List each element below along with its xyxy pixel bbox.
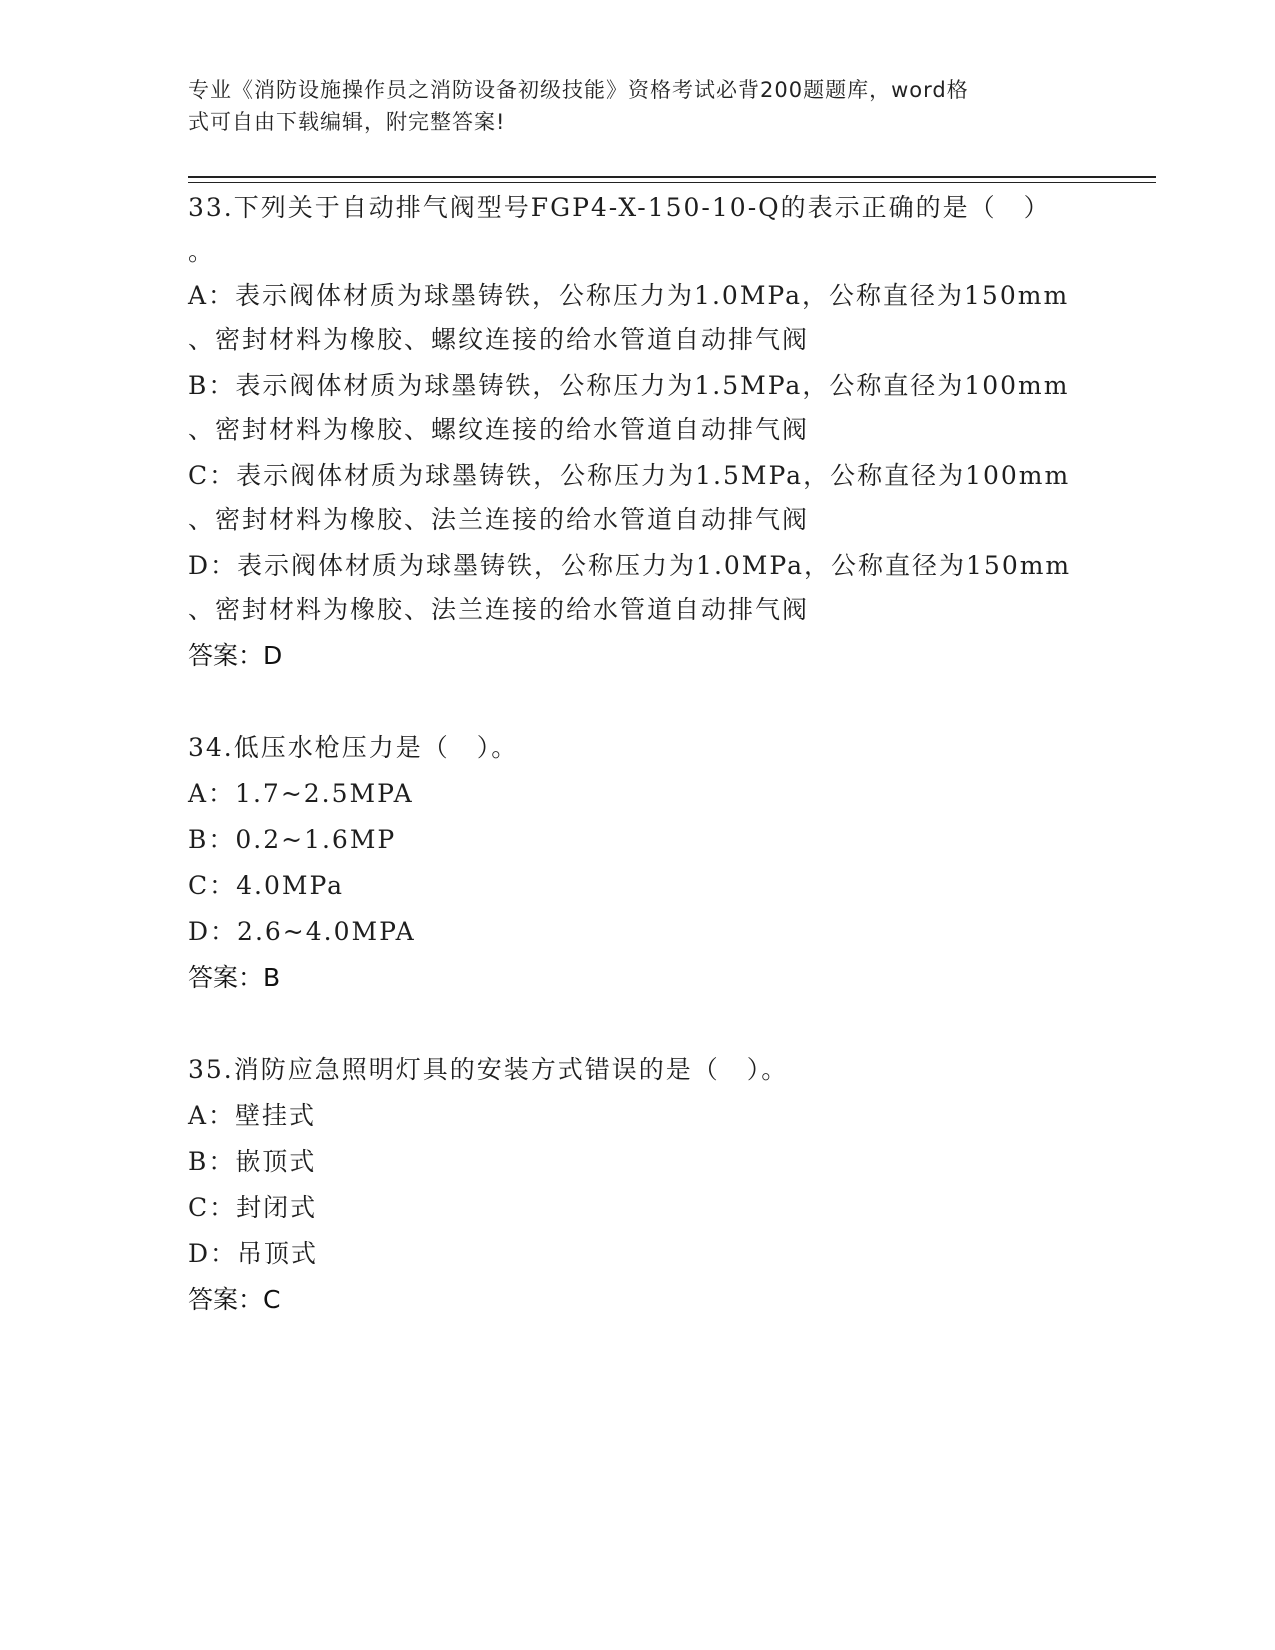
question-35-answer: 答案：C bbox=[188, 1285, 281, 1314]
question-33-option-b: B：表示阀体材质为球墨铸铁，公称压力为1.5MPa，公称直径为100mm bbox=[188, 371, 1070, 400]
question-34-answer: 答案：B bbox=[188, 963, 281, 992]
question-34-option-a: A：1.7~2.5MPA bbox=[188, 779, 414, 808]
question-34-option-c: C：4.0MPa bbox=[188, 871, 345, 900]
question-35-option-d: D：吊顶式 bbox=[188, 1239, 319, 1268]
question-35-option-b: B：嵌顶式 bbox=[188, 1147, 317, 1176]
question-34-option-b: B：0.2~1.6MP bbox=[188, 825, 397, 854]
question-33-option-b-continued: 、密封材料为橡胶、螺纹连接的给水管道自动排气阀 bbox=[188, 415, 810, 444]
question-33-answer: 答案：D bbox=[188, 641, 283, 670]
question-35-stem: 35.消防应急照明灯具的安装方式错误的是（ ）。 bbox=[188, 1055, 789, 1084]
question-33-option-a-continued: 、密封材料为橡胶、螺纹连接的给水管道自动排气阀 bbox=[188, 325, 810, 354]
header-divider-thick bbox=[188, 176, 1156, 178]
header-divider-thin bbox=[188, 182, 1156, 183]
question-33-option-c: C：表示阀体材质为球墨铸铁，公称压力为1.5MPa，公称直径为100mm bbox=[188, 461, 1071, 490]
header-line-1: 专业《消防设施操作员之消防设备初级技能》资格考试必背200题题库，word格 bbox=[188, 78, 969, 102]
question-33-option-c-continued: 、密封材料为橡胶、法兰连接的给水管道自动排气阀 bbox=[188, 505, 810, 534]
question-34-stem: 34.低压水枪压力是（ ）。 bbox=[188, 733, 519, 762]
question-35-option-a: A：壁挂式 bbox=[188, 1101, 317, 1130]
question-33-option-a: A：表示阀体材质为球墨铸铁，公称压力为1.0MPa，公称直径为150mm bbox=[188, 281, 1070, 310]
question-34-option-d: D：2.6~4.0MPA bbox=[188, 917, 416, 946]
document-header bbox=[188, 74, 1078, 138]
question-33-stem-continued: 。 bbox=[188, 237, 216, 266]
question-35-option-c: C：封闭式 bbox=[188, 1193, 318, 1222]
question-33-stem: 33.下列关于自动排气阀型号FGP4-X-150-10-Q的表示正确的是（ ） bbox=[188, 193, 1051, 222]
question-33-option-d: D：表示阀体材质为球墨铸铁，公称压力为1.0MPa，公称直径为150mm bbox=[188, 551, 1072, 580]
header-line-2: 式可自由下载编辑，附完整答案! bbox=[188, 110, 506, 134]
question-33-option-d-continued: 、密封材料为橡胶、法兰连接的给水管道自动排气阀 bbox=[188, 595, 810, 624]
